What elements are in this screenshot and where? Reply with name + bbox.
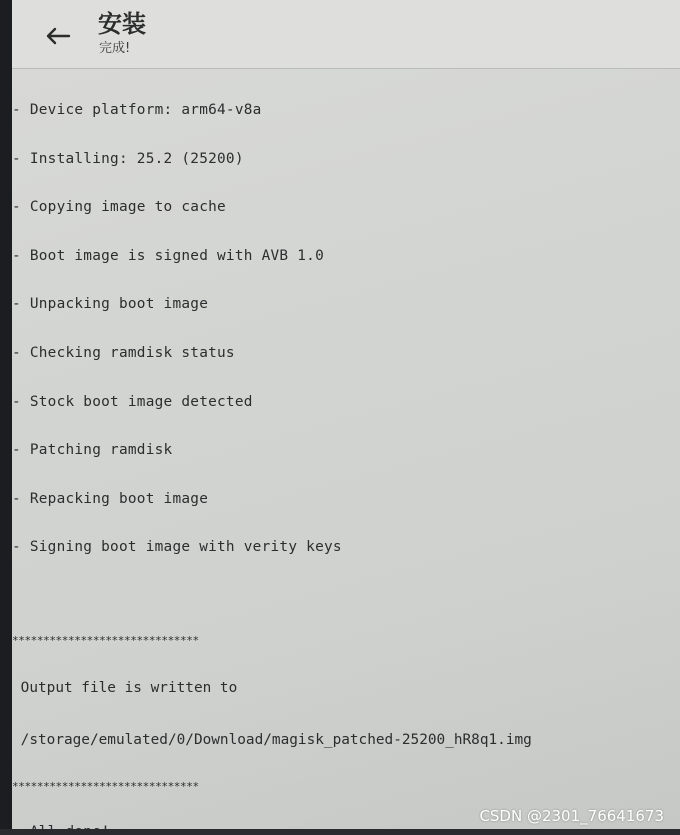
output-label: Output file is written to bbox=[12, 679, 238, 696]
page-subtitle: 完成! bbox=[99, 41, 131, 56]
log-line: - Device platform: arm64-v8a bbox=[12, 102, 262, 118]
log-line: - Installing: 25.2 (25200) bbox=[12, 150, 244, 167]
page-title: 安装 bbox=[98, 10, 146, 38]
log-line: - Signing boot image with verity keys bbox=[12, 539, 342, 556]
app-bar bbox=[12, 0, 680, 69]
separator-stars: ****************************** bbox=[12, 633, 199, 647]
log-line: - Copying image to cache bbox=[12, 199, 226, 216]
watermark: CSDN @2301_76641673 bbox=[479, 807, 664, 825]
screen bbox=[12, 0, 680, 835]
log-line: - Patching ramdisk bbox=[12, 442, 173, 459]
log-line: - Boot image is signed with AVB 1.0 bbox=[12, 247, 324, 264]
separator-stars: ****************************** bbox=[12, 779, 199, 793]
device-bezel-bottom bbox=[0, 829, 680, 835]
log-spacer bbox=[12, 588, 680, 604]
log-line: - Unpacking boot image bbox=[12, 296, 209, 313]
output-path: /storage/emulated/0/Download/magisk_patched-25200_hR8q1.img bbox=[12, 731, 532, 748]
log-line: - Stock boot image detected bbox=[12, 393, 253, 410]
back-button[interactable] bbox=[42, 20, 74, 52]
arrow-left-icon bbox=[45, 27, 71, 45]
log-line: - Checking ramdisk status bbox=[12, 344, 235, 361]
install-log bbox=[12, 70, 680, 835]
log-line: - Repacking boot image bbox=[12, 490, 209, 507]
